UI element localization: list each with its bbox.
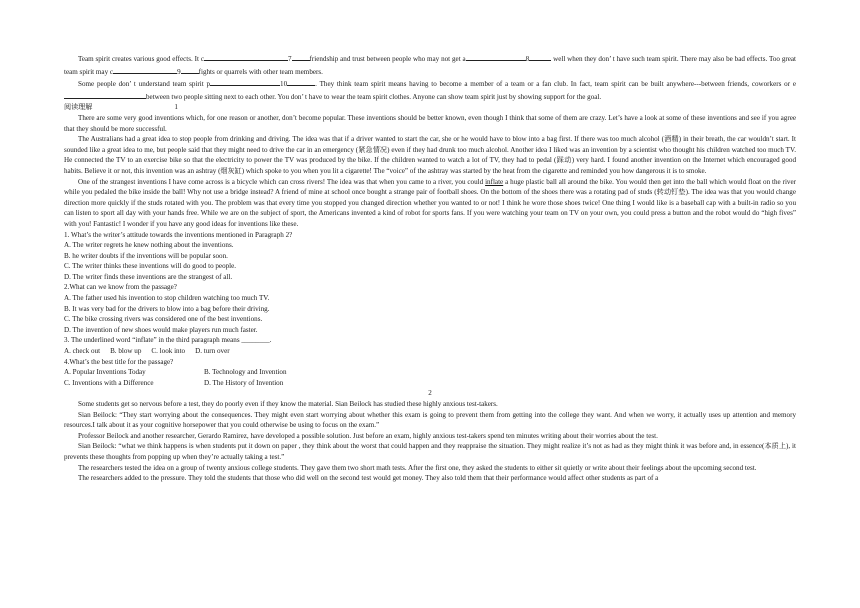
cloze-paragraph-2: Some people don’ t understand team spirit p 10 . They think team spirit means having to become a member of a team or a fan club. In fact, team spirit can be built anywhere---between friends, coworkers or ebetween two people sitting next to each other. You don’ t have to wear the team spirit clothes. Anyone can show team spirit just by showing support for the goal. [64, 77, 796, 102]
options-row [64, 378, 796, 389]
blank-11 [64, 90, 146, 99]
passage-1-number: 1 [174, 103, 178, 112]
passage-2-paragraph: Sian Beilock: “They start worrying about the consequences. They might even start worrying about whether this exam is going to prevent them from getting into the college they want. And when we worry, it actually uses up attention and memory resources.I talk about it as your cognitive horsepower that you could otherwise be using to focus on the exam.” [64, 410, 796, 430]
question-text: 1. What’s the writer’s attitude towards the inventions mentioned in Paragraph 2? [64, 230, 293, 239]
question-1 [64, 230, 796, 283]
option: A. check out [64, 347, 101, 356]
blank-8 [466, 52, 526, 61]
question-3 [64, 335, 796, 356]
underlined-word: inflate [485, 177, 504, 186]
worksheet-page [64, 52, 796, 484]
blank-10-tail [287, 77, 315, 86]
option: B. It was very bad for the drivers to blow into a bag before their driving. [64, 304, 270, 313]
option: C. Inventions with a Difference [64, 378, 154, 387]
question-text: 2.What can we know from the passage? [64, 283, 177, 292]
section-heading: 阅读理解 [64, 103, 93, 112]
option: A. Popular Inventions Today [64, 368, 146, 377]
option: A. The father used his invention to stop children watching too much TV. [64, 294, 270, 303]
passage-2-paragraph: The researchers tested the idea on a group of twenty anxious college students. They gave them two short math tests. After the first one, they asked the students to either sit quietly or write about their feelings about the upcoming second test. [78, 463, 757, 472]
option: D. The invention of new shoes would make players run much faster. [64, 325, 258, 334]
passage-1-paragraph: There are some very good inventions which, for one reason or another, don’t become popular. These inventions should be better known, even though I think that some of them are crazy. Let’s have a look at some of these inventions and see if you agree that they should be more successful. [64, 113, 796, 133]
blank-7-tail [292, 52, 310, 61]
question-4 [64, 357, 796, 389]
reading-section-header [64, 102, 796, 113]
option: B. he writer doubts if the inventions will be popular soon. [64, 251, 228, 260]
option: D. The History of Invention [204, 378, 284, 387]
passage-1-paragraph: The Australians had a great idea to stop people from drinking and driving. The idea was that if a driver wanted to start the car, she or he would have to blow into a bag first. If there was too much alcohol (酒精) in their breath, the car wouldn’t start. It sounded like a great idea to me, but people said that they might need to drive the car in an emergency (紧急情况) even if they had drunk too much alcohol. Another idea I liked was an invention by a scientist who thought his children watched too much TV. He connected the TV to an exercise bike so that the electricity to power the TV was produced by the bike. If the children wanted to watch a lot of TV, they had to pedal (踩动) very hard. I found another invention on the Internet which encouraged good habits. Believe it or not, this invention was an ashtray (烟灰缸) which spoke to you when you lit a cigarette! The “voice” of the ashtray was started by the heat from the cigarette and reminded you how dangerous it is to smoke. [64, 135, 796, 175]
option: B. blow up [110, 347, 142, 356]
blank-8-tail [529, 52, 551, 61]
blank-7 [204, 52, 288, 61]
option: C. look into [151, 347, 186, 356]
passage-2-paragraph: Some students get so nervous before a test, they do poorly even if they know the material. Sian Beilock has studied these highly anxious test-takers. [78, 400, 498, 408]
option: C. The writer thinks these inventions will do good to people. [64, 262, 237, 271]
option: B. Technology and Invention [204, 368, 287, 377]
question-text: 3. The underlined word “inflate” in the third paragraph means ________. [64, 336, 272, 345]
option: A. The writer regrets he knew nothing about the inventions. [64, 241, 234, 250]
option: D. turn over [195, 347, 230, 356]
option: C. The bike crossing rivers was considered one of the best inventions. [64, 315, 263, 324]
passage-2-paragraph: Professor Beilock and another researcher, Gerardo Ramirez, have developed a possible solution. Just before an exam, highly anxious test-takers spend ten minutes writing about their worries about the test. [78, 431, 658, 440]
passage-2-paragraph: The researchers added to the pressure. They told the students that those who did well on the second test would get money. They also told them that their performance would affect other students as part of a [78, 474, 659, 483]
blank-9-tail [181, 65, 199, 74]
passage-2-paragraph: Sian Beilock: “what we think happens is when students put it down on paper , they think about the worst that could happen and they reappraise the situation. They might realize it’s not as had as they might think it was before and, in essence(本质上), it prevents these thoughts from popping up when they’re actually taking a test.” [64, 442, 796, 461]
option: D. The writer finds these inventions are the strangest of all. [64, 272, 233, 281]
options-row [64, 367, 796, 378]
question-text: 4.What’s the best title for the passage? [64, 357, 174, 366]
cloze-paragraph-1: Team spirit creates various good effects. It c 7 friendship and trust between people who may not get a 8 well when they don’ t have such team spirit. There may also be bad effects. Too great team spirit may c 9 fights or quarrels with other team members. [64, 52, 796, 77]
passage-1-paragraph-3: One of the strangest inventions I have come across is a bicycle which can cross rivers! The idea was that when you came to a river, you could inflate a huge plastic ball all around the bike. You would then get into the ball which would float on the river while you pedaled the bike inside the ball! Why not use a bridge instead? A friend of mine at school once bought a strange pair of football shoes. On the bottom of the shoes there was a rotating pad of studs (转动钉垫). The idea was that you would change direction more quickly if the studs rotated with you. The problem was that every time you stopped you changed direction whether you wanted to or not! I think he wore those shoes twice! One thing I would like is a baseball cap with a built-in radio so you can listen to sport all day with your hands free. While we are on the subject of sport, the Americans invented a kind of robot for sports fans. If you were watching your team on TV on your own, you could press a button and the robot would do “high fives” with you! Fantastic! I wonder if you have any good ideas for inventions like these. [64, 177, 796, 228]
options-row [64, 346, 796, 357]
passage-2-number: 2 [428, 389, 432, 398]
blank-9 [113, 65, 177, 74]
question-2 [64, 282, 796, 335]
blank-10 [210, 77, 280, 86]
